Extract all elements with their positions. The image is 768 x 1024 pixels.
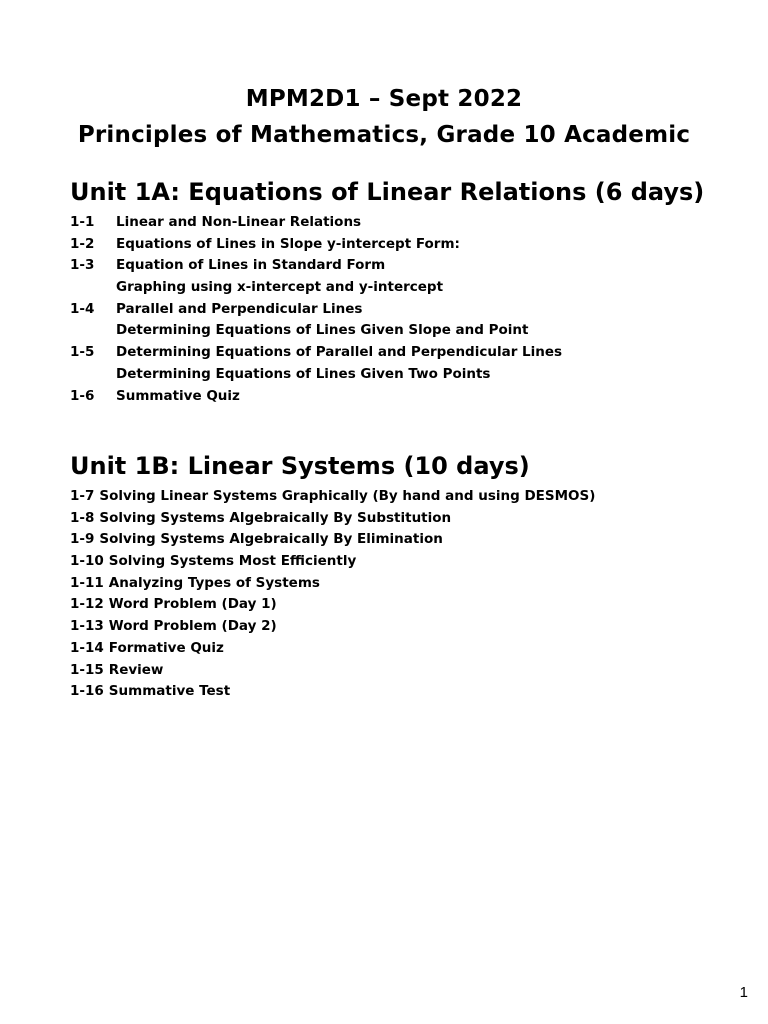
lesson-title: Word Problem (Day 1) (108, 596, 277, 613)
lesson-number: 1-5 (70, 344, 95, 361)
list-item (70, 660, 595, 682)
lesson-number: 1-14 (70, 639, 104, 656)
lesson-number: 1-13 (70, 618, 104, 635)
lesson-number: 1-9 (70, 531, 95, 548)
lesson-title: Word Problem (Day 2) (108, 618, 277, 635)
lesson-title: Summative Test (108, 683, 231, 700)
list-item (70, 529, 595, 551)
list-item (70, 234, 562, 256)
lesson-title: Solving Systems Most Efficiently (108, 553, 357, 570)
lesson-title: Review (108, 661, 164, 678)
lesson-title: Solving Systems Algebraically By Substitution (99, 509, 452, 526)
list-item (70, 212, 562, 234)
lesson-number: 1-8 (70, 509, 95, 526)
lesson-title: Determining Equations of Lines Given Slope and Point (116, 322, 529, 339)
lesson-number: 1-7 (70, 488, 95, 504)
lesson-title: Determining Equations of Parallel and Perpendicular Lines (116, 344, 563, 361)
lesson-number: 1-4 (70, 300, 95, 317)
course-title: Principles of Mathematics, Grade 10 Academic (77, 122, 691, 148)
list-item (70, 320, 562, 342)
lesson-number: 1-3 (70, 257, 95, 274)
unit-1a-lesson-list (70, 212, 562, 407)
list-item (70, 277, 562, 299)
list-item (70, 594, 595, 616)
list-item (70, 299, 562, 321)
lesson-number: 1-16 (70, 683, 104, 700)
lesson-title: Equations of Lines in Slope y-intercept Form: (116, 235, 460, 252)
course-code-date: MPM2D1 – Sept 2022 (245, 86, 523, 112)
list-item (70, 255, 562, 277)
lesson-number: 1-6 (70, 387, 95, 404)
lesson-title: Parallel and Perpendicular Lines (116, 300, 363, 317)
lesson-number: 1-12 (70, 596, 104, 613)
list-item (70, 342, 562, 364)
lesson-title: Summative Quiz (116, 387, 240, 404)
list-item (70, 573, 595, 595)
lesson-title: Graphing using x-intercept and y-intercept (116, 279, 444, 296)
lesson-title: Analyzing Types of Systems (108, 574, 320, 591)
list-item (70, 364, 562, 386)
list-item (70, 508, 595, 530)
lesson-title: Linear and Non-Linear Relations (116, 214, 362, 230)
lesson-number: 1-11 (70, 574, 104, 591)
lesson-number: 1-2 (70, 235, 95, 252)
list-item (70, 386, 562, 408)
list-item (70, 486, 595, 508)
lesson-number: 1-10 (70, 553, 104, 570)
lesson-number: 1-15 (70, 661, 104, 678)
lesson-title: Determining Equations of Lines Given Two Points (116, 365, 491, 382)
lesson-title: Solving Linear Systems Graphically (By hand and using DESMOS) (99, 488, 596, 504)
list-item (70, 681, 595, 703)
lesson-number: 1-1 (70, 214, 95, 230)
page-number: 1 (739, 984, 748, 1001)
list-item (70, 551, 595, 573)
list-item (70, 616, 595, 638)
lesson-title: Formative Quiz (108, 639, 224, 656)
list-item (70, 638, 595, 660)
unit-1b-lesson-list (70, 486, 595, 703)
unit-1a-heading: Unit 1A: Equations of Linear Relations (6 days) (70, 178, 705, 206)
lesson-title: Solving Systems Algebraically By Elimination (99, 531, 443, 548)
unit-1b-heading: Unit 1B: Linear Systems (10 days) (70, 452, 530, 480)
lesson-title: Equation of Lines in Standard Form (116, 257, 386, 274)
